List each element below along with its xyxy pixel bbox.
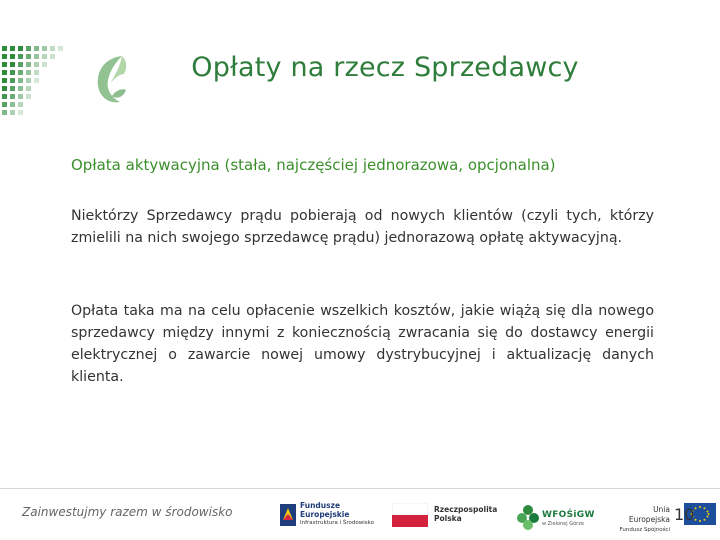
pl-line2: Polska	[434, 514, 462, 523]
wfosigw-subtitle: w Zielonej Górze	[542, 521, 584, 527]
paragraph-activation-fee: Niektórzy Sprzedawcy prądu pobierają od nowych klientów (czyli tych, którzy zmielili na nich swojego sprzedawcę prądu) jednorazową opłatę aktywacyjną.	[71, 208, 654, 246]
fe-line1: Fundusze	[300, 501, 341, 510]
page-number: 10	[674, 505, 695, 524]
footer-slogan: Zainwestujmy razem w środowisko	[22, 505, 233, 519]
rzeczpospolita-text	[434, 505, 497, 523]
fe-line3: Infrastruktura i Środowisko	[300, 520, 375, 526]
ue-line2: Fundusz Spójności	[619, 527, 670, 533]
decorative-dot-grid	[0, 44, 70, 116]
slide-title: Opłaty na rzecz Sprzedawcy	[191, 52, 579, 83]
fe-line2: Europejskie	[300, 509, 350, 519]
wfosigw-name: WFOŚiGW	[542, 510, 595, 520]
slide-subtitle: Opłata aktywacyjna (stała, najczęściej jednorazowa, opcjonalna)	[71, 156, 556, 174]
footer-divider	[0, 488, 720, 489]
paragraph-fee-purpose: Opłata taka ma na celu opłacenie wszelkich kosztów, jakie wiążą się dla nowego sprzedawcy między innymi z koniecznością zwracania się do dostawcy energii elektrycznej o zawarcie nowej umowy dystrybucyjnej i aktualizację danych klienta.	[71, 303, 654, 385]
fundusze-europejskie-text	[300, 502, 374, 528]
polish-flag-icon	[392, 503, 428, 527]
unia-europejska-text	[610, 505, 670, 535]
pl-line1: Rzeczpospolita	[434, 505, 498, 514]
leaf-logo-icon	[92, 52, 132, 106]
ue-line1: Unia Europejska	[628, 505, 670, 524]
